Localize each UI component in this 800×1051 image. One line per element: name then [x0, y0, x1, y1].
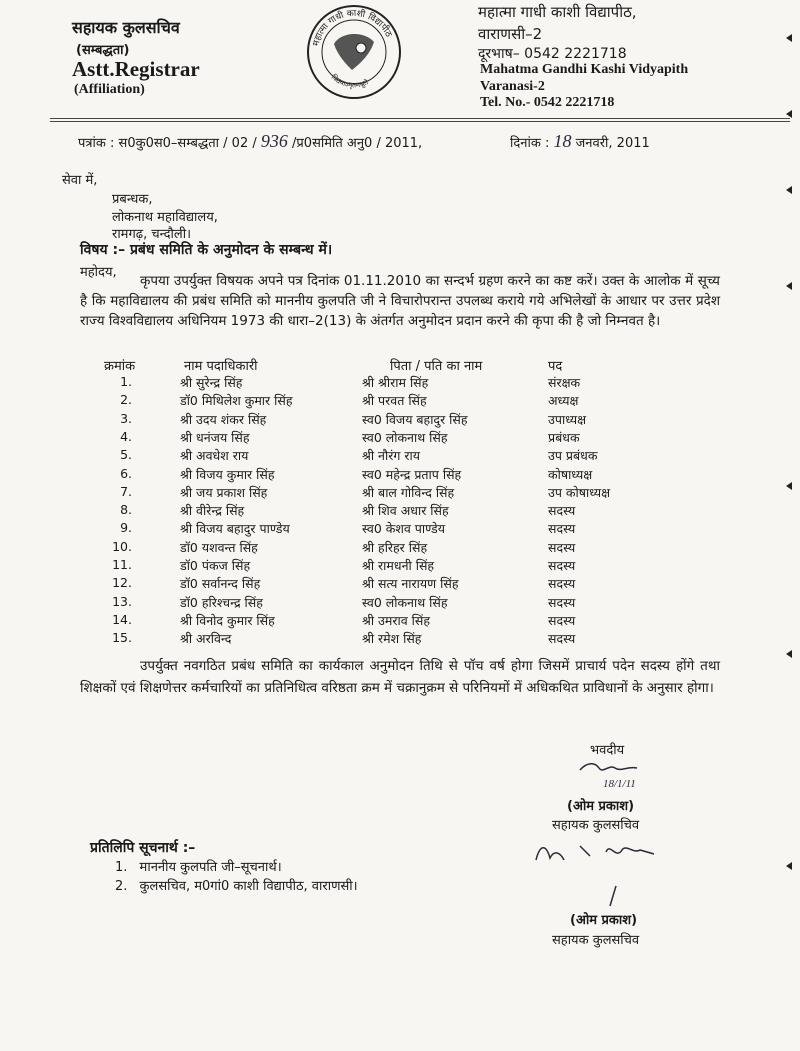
copy-item-text: कुलसचिव, म0गां0 काशी विद्यापीठ, वाराणसी। [139, 879, 358, 894]
committee-table [0, 356, 800, 646]
row-father: श्री उमराव सिंह [362, 612, 430, 628]
row-post: कोषाध्यक्ष [548, 466, 593, 482]
row-name: श्री विजय बहादुर पाण्डेय [180, 521, 290, 537]
address-line3: रामगढ़, चन्दौली। [112, 227, 192, 242]
row-post: सदस्य [548, 612, 576, 628]
row-name: श्री धनंजय सिंह [180, 429, 250, 445]
scan-margin-mark [786, 282, 792, 290]
row-post: उप प्रबंधक [548, 448, 598, 464]
reference-number-handwritten: 936 [260, 131, 288, 151]
signature-lower [530, 830, 670, 870]
scan-margin-mark [786, 34, 792, 42]
table-row [0, 429, 800, 447]
row-name: डॉ0 मिथिलेश कुमार सिंह [180, 393, 293, 409]
address-hindi-line1: महात्मा गाधी काशी विद्यापीठ, [478, 3, 637, 21]
seal-top-text: महात्मा गाधी काशी विद्यापीठ [311, 8, 394, 48]
row-post: उप कोषाध्यक्ष [548, 484, 611, 500]
phone-hindi: दूरभाष– 0542 2221718 [478, 46, 627, 62]
table-row [0, 539, 800, 557]
row-father: श्री परवत सिंह [362, 393, 427, 409]
body-paragraph-1: कृपया उपर्युक्त विषयक अपने पत्र दिनांक 01.11.2010 का सन्दर्भ ग्रहण करने का कष्ट करें। उक्त के आलोक में सूच्य है कि महाविद्यालय की प्रबंध समिति को माननीय कुलपति जी ने विचारोपरान्त उपलब्ध कराये गये अभिलेखों के आधार पर उत्तर प्रदेश राज्य विश्वविद्यालय अधिनियम 1973 की धारा–2(13) के अंतर्गत अनुमोदन प्रदान करने की कृपा की है जो निम्नवत है। [80, 273, 720, 329]
row-name: श्री अवधेश राय [180, 448, 249, 464]
closing-designation: सहायक कुलसचिव [552, 818, 640, 833]
row-serial: 11. [112, 557, 132, 572]
office-subtitle-english: (Affiliation) [74, 82, 145, 97]
table-row [0, 484, 800, 502]
row-serial: 10. [112, 538, 132, 554]
reference-line [78, 131, 422, 152]
office-title-english: Astt.Registrar [72, 57, 200, 81]
copy-heading: प्रतिलिपि सूचनार्थ :– [90, 840, 196, 856]
row-name: श्री विजय कुमार सिंह [180, 466, 275, 482]
copy-item-number: 2. [115, 879, 128, 894]
row-name: श्री उदय शंकर सिंह [180, 411, 267, 427]
row-serial: 14. [112, 611, 132, 627]
scan-margin-mark [786, 650, 792, 658]
table-row [0, 392, 800, 410]
copy-item-text: माननीय कुलपति जी–सूचनार्थ। [139, 860, 282, 875]
row-post: प्रबंधक [548, 429, 580, 445]
phone-english: Tel. No.- 0542 2221718 [480, 95, 615, 110]
address-english-line1: Mahatma Gandhi Kashi Vidyapith [480, 62, 689, 77]
row-father: श्री रामधनी सिंह [362, 558, 435, 573]
closing-yours: भवदीय [590, 743, 625, 758]
closing-name: (ओम प्रकाश) [567, 799, 635, 814]
row-post: सदस्य [548, 558, 576, 573]
header-rule [50, 118, 790, 119]
body-paragraph-2: उपर्युक्त नवगठित प्रबंध समिति का कार्यकाल अनुमोदन तिथि से पॉच वर्ष होगा जिसमें प्राचार्य पदेन सदस्य होंगे तथा शिक्षकों एवं शिक्षणेत्तर कर्मचारियों का प्रतिनिधित्व वरिष्ठता क्रम में चक्रानुक्रम से परिनियमों में अधिकथित प्राविधानों के अनुसार होगा। [80, 658, 720, 696]
row-post: उपाध्यक्ष [548, 411, 587, 427]
row-serial: 4. [120, 428, 132, 444]
row-serial: 9. [120, 520, 132, 536]
pen-mark [606, 884, 620, 908]
row-name: डॉ0 पंकज सिंह [180, 558, 251, 573]
address-line2: लोकनाथ महाविद्यालय, [112, 210, 218, 225]
date-line [510, 131, 650, 152]
scan-margin-mark [786, 482, 792, 490]
table-header-row [0, 356, 800, 374]
row-father: स्व0 लोकनाथ सिंह [362, 429, 448, 445]
table-row [0, 447, 800, 465]
copy-item-number: 1. [115, 860, 128, 875]
subject-line: विषय :– प्रबंध समिति के अनुमोदन के सम्बन्ध में। [80, 242, 333, 258]
row-father: श्री रमेश सिंह [362, 631, 422, 647]
row-father: श्री हरिहर सिंह [362, 539, 428, 555]
table-row [0, 594, 800, 612]
header-post: पद [548, 359, 563, 374]
row-serial: 7. [120, 483, 132, 499]
address-english-line2: Varanasi-2 [480, 79, 545, 94]
row-post: सदस्य [548, 594, 576, 610]
row-serial: 1. [120, 374, 132, 389]
closing2-designation: सहायक कुलसचिव [552, 933, 640, 948]
address-to: सेवा में, [62, 173, 98, 188]
row-name: श्री अरविन्द [180, 631, 232, 647]
row-father: स्व0 विजय बहादुर सिंह [362, 411, 468, 427]
table-row [0, 411, 800, 429]
row-name: श्री जय प्रकाश सिंह [180, 484, 268, 500]
table-row [0, 374, 800, 392]
header-name: नाम पदाधिकारी [184, 359, 258, 374]
row-father: स्व0 केशव पाण्डेय [362, 521, 445, 537]
seal-bottom-text: विद्ययाऽमृतमश्नुते [329, 73, 370, 90]
row-post: अध्यक्ष [548, 393, 579, 409]
row-serial: 12. [112, 575, 132, 591]
copy-item-1 [115, 857, 282, 875]
row-serial: 3. [120, 410, 132, 426]
row-serial: 2. [120, 392, 132, 408]
row-father: श्री श्रीराम सिंह [362, 375, 429, 390]
table-row [0, 466, 800, 484]
row-father: स्व0 महेन्द्र प्रताप सिंह [362, 466, 462, 482]
table-row [0, 520, 800, 538]
row-father: श्री बाल गोविन्द सिंह [362, 484, 455, 500]
row-serial: 6. [120, 465, 132, 481]
row-serial: 13. [112, 593, 132, 609]
header-rule-double [50, 121, 790, 122]
office-title-hindi: सहायक कुलसचिव [72, 18, 180, 37]
closing2-name: (ओम प्रकाश) [570, 913, 638, 928]
row-post: सदस्य [548, 576, 576, 592]
row-serial: 5. [120, 447, 132, 463]
svg-text:विद्ययाऽमृतमश्नुते [330, 72, 371, 89]
row-father: श्री सत्य नारायण सिंह [362, 576, 459, 592]
table-row [0, 575, 800, 593]
row-father: श्री शिव अधार सिंह [362, 503, 449, 519]
row-name: श्री वीरेन्द्र सिंह [180, 503, 245, 519]
date-label: दिनांक : [510, 136, 550, 151]
table-row [0, 630, 800, 648]
row-name: डॉ0 हरिश्चन्द्र सिंह [180, 594, 263, 610]
row-serial: 8. [120, 502, 132, 518]
row-post: सदस्य [548, 631, 576, 647]
row-name: डॉ0 सर्वानन्द सिंह [180, 576, 261, 592]
address-hindi-line2: वाराणसी–2 [478, 25, 543, 43]
row-name: श्री विनोद कुमार सिंह [180, 612, 275, 628]
reference-suffix: /प्र0समिति अनु0 / 2011, [292, 136, 423, 151]
table-row [0, 612, 800, 630]
row-name: श्री सुरेन्द्र सिंह [180, 375, 243, 390]
row-father: श्री नौरंग राय [362, 448, 420, 464]
header-serial: क्रमांक [104, 359, 136, 374]
office-subtitle-hindi: (सम्बद्धता) [76, 43, 130, 58]
signature-date: 18/1/11 [603, 778, 636, 790]
row-post: सदस्य [548, 539, 576, 555]
university-seal [304, 2, 404, 102]
header-father: पिता / पति का नाम [390, 359, 483, 374]
reference-prefix: पत्रांक : स0कु0स0–सम्बद्धता / 02 / [78, 136, 257, 151]
row-post: सदस्य [548, 521, 576, 537]
row-serial: 15. [112, 630, 132, 646]
greeting: महोदय, [80, 265, 117, 280]
scan-margin-mark [786, 186, 792, 194]
row-post: सदस्य [548, 503, 576, 519]
row-post: संरक्षक [548, 375, 581, 390]
row-father: स्व0 लोकनाथ सिंह [362, 594, 448, 610]
date-day-handwritten: 18 [553, 131, 572, 151]
table-row [0, 502, 800, 520]
date-rest: जनवरी, 2011 [575, 136, 650, 151]
copy-item-2 [115, 876, 358, 894]
table-row [0, 557, 800, 575]
scan-margin-mark [786, 110, 792, 118]
scan-margin-mark [786, 862, 792, 870]
address-line1: प्रबन्धक, [112, 192, 153, 207]
row-name: डॉ0 यशवन्त सिंह [180, 539, 258, 555]
